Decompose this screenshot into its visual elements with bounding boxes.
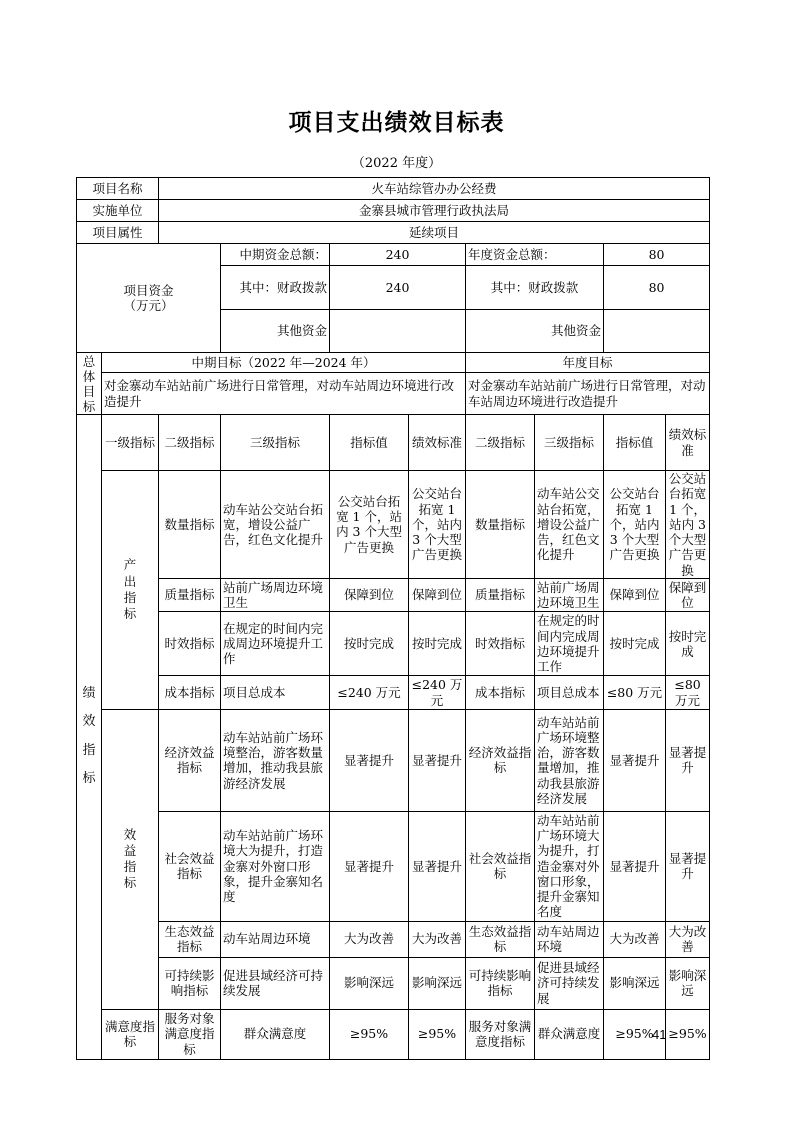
overall-target-label-text: 总体目标: [82, 353, 96, 414]
value-cell: 显著提升: [330, 811, 409, 921]
l2-cell: 经济效益指标: [159, 709, 221, 811]
project-attribute-value: 延续项目: [159, 222, 710, 244]
standard-cell: ≥95%: [409, 1009, 466, 1059]
project-funds-label: [77, 244, 221, 353]
standard-year-cell: 显著提升: [666, 709, 710, 811]
project-attribute-label: 项目属性: [77, 222, 159, 244]
project-funds-label-line1: 项目资金: [123, 282, 174, 298]
page-number: 41: [652, 1027, 667, 1042]
header-value-year: 指标值: [604, 415, 666, 471]
header-level2-year: 二级指标: [466, 415, 535, 471]
overall-target-label: [77, 353, 102, 415]
standard-cell: 保障到位: [409, 578, 466, 612]
value-cell: 公交站台拓宽 1 个，站内 3 个大型广告更换: [330, 471, 409, 579]
table-row: [77, 811, 710, 921]
l2-year-cell: 服务对象满意度指标: [466, 1009, 535, 1059]
l2-cell: 时效指标: [159, 612, 221, 676]
value-year-cell: ≤80 万元: [604, 676, 666, 710]
l3-year-cell: 项目总成本: [535, 676, 604, 710]
standard-cell: 影响深远: [409, 957, 466, 1009]
header-value: 指标值: [330, 415, 409, 471]
l2-year-cell: 成本指标: [466, 676, 535, 710]
value-year-cell: 影响深远: [604, 957, 666, 1009]
l2-cell: 生态效益指标: [159, 921, 221, 957]
l2-cell: 可持续影响指标: [159, 957, 221, 1009]
table-row: [77, 676, 710, 710]
year-other-value: [604, 310, 710, 353]
mid-other-value: [330, 310, 466, 353]
value-cell: 显著提升: [330, 709, 409, 811]
performance-table: [76, 177, 710, 1060]
value-year-cell: 大为改善: [604, 921, 666, 957]
year-target-text: 对金寨动车站站前广场进行日常管理，对动车站周边环境进行改造提升: [466, 373, 710, 415]
l3-cell: 在规定的时间内完成周边环境提升工作: [221, 612, 330, 676]
l2-year-cell: 质量指标: [466, 578, 535, 612]
standard-year-cell: 按时完成: [666, 612, 710, 676]
standard-year-cell: 公交站台拓宽 1 个，站内 3 个大型广告更换: [666, 471, 710, 579]
satisfaction-indicator-label: 满意度指标: [102, 1009, 159, 1059]
year-other-label: 其他资金: [466, 310, 604, 353]
mid-financial-label: 其中：财政拨款: [221, 266, 330, 310]
l3-year-cell: 动车站公交站台拓宽，增设公益广告，红色文化提升: [535, 471, 604, 579]
value-cell: ≤240 万元: [330, 676, 409, 710]
value-cell: 保障到位: [330, 578, 409, 612]
project-name-value: 火车站综管办办公经费: [159, 178, 710, 200]
l2-year-cell: 可持续影响指标: [466, 957, 535, 1009]
project-name-label: 项目名称: [77, 178, 159, 200]
row-overall-headers: [77, 353, 710, 373]
l2-year-cell: 经济效益指标: [466, 709, 535, 811]
standard-cell: 按时完成: [409, 612, 466, 676]
mid-other-label: 其他资金: [221, 310, 330, 353]
l2-cell: 成本指标: [159, 676, 221, 710]
value-year-cell: 公交站台拓宽 1 个，站内 3 个大型广告更换: [604, 471, 666, 579]
output-indicator-label-text: 产出指标: [123, 557, 137, 622]
header-standard-year: 绩效标准: [666, 415, 710, 471]
mid-total-value: 240: [330, 244, 466, 266]
row-overall-text: [77, 373, 710, 415]
l3-year-cell: 动车站站前广场环境整治，游客数量增加，推动我县旅游经济发展: [535, 709, 604, 811]
standard-year-cell: 显著提升: [666, 811, 710, 921]
benefit-indicator-label-text: 效益指标: [123, 826, 137, 891]
mid-target-text: 对金寨动车站站前广场进行日常管理，对动车站周边环境进行改造提升: [102, 373, 466, 415]
l2-cell: 服务对象满意度指标: [159, 1009, 221, 1059]
l2-year-cell: 时效指标: [466, 612, 535, 676]
value-cell: 大为改善: [330, 921, 409, 957]
value-year-cell: 保障到位: [604, 578, 666, 612]
header-level1: 一级指标: [102, 415, 159, 471]
l3-year-cell: 站前广场周边环境卫生: [535, 578, 604, 612]
row-project-attribute: [77, 222, 710, 244]
l2-cell: 质量指标: [159, 578, 221, 612]
table-row: [77, 709, 710, 811]
year-total-label: 年度资金总额：: [466, 244, 604, 266]
value-cell: 影响深远: [330, 957, 409, 1009]
l2-year-cell: 生态效益指标: [466, 921, 535, 957]
year-financial-label: 其中：财政拨款: [466, 266, 604, 310]
standard-cell: ≤240 万元: [409, 676, 466, 710]
standard-cell: 大为改善: [409, 921, 466, 957]
year-target-header: 年度目标: [466, 353, 710, 373]
standard-cell: 公交站台拓宽 1 个，站内 3 个大型广告更换: [409, 471, 466, 579]
l2-year-cell: 社会效益指标: [466, 811, 535, 921]
standard-year-cell: 保障到位: [666, 578, 710, 612]
l3-year-cell: 群众满意度: [535, 1009, 604, 1059]
performance-indicator-label: [77, 415, 102, 1060]
project-funds-label-line2: （万元）: [123, 298, 174, 313]
l2-year-cell: 数量指标: [466, 471, 535, 579]
l3-cell: 动车站公交站台拓宽，增设公益广告，红色文化提升: [221, 471, 330, 579]
standard-cell: 显著提升: [409, 811, 466, 921]
l3-cell: 促进县域经济可持续发展: [221, 957, 330, 1009]
table-row: [77, 471, 710, 579]
table-row: [77, 957, 710, 1009]
value-year-cell: 按时完成: [604, 612, 666, 676]
output-indicator-label: [102, 471, 159, 710]
l3-cell: 站前广场周边环境卫生: [221, 578, 330, 612]
table-row: [77, 612, 710, 676]
table-row: [77, 1009, 710, 1059]
row-implementing-unit: [77, 200, 710, 222]
value-cell: ≥95%: [330, 1009, 409, 1059]
l3-cell: 群众满意度: [221, 1009, 330, 1059]
l3-cell: 动车站周边环境: [221, 921, 330, 957]
l3-year-cell: 动车站站前广场环境大为提升，打造金寨对外窗口形象，提升金寨知名度: [535, 811, 604, 921]
standard-year-cell: ≥95%: [666, 1009, 710, 1059]
mid-financial-value: 240: [330, 266, 466, 310]
standard-cell: 显著提升: [409, 709, 466, 811]
row-funds-total: [77, 244, 710, 266]
l2-cell: 社会效益指标: [159, 811, 221, 921]
value-year-cell: 显著提升: [604, 811, 666, 921]
table-row: [77, 921, 710, 957]
row-perf-headers: [77, 415, 710, 471]
header-standard: 绩效标准: [409, 415, 466, 471]
l3-cell: 动车站站前广场环境整治，游客数量增加，推动我县旅游经济发展: [221, 709, 330, 811]
mid-target-header: 中期目标（2022 年—2024 年）: [102, 353, 466, 373]
year-total-value: 80: [604, 244, 710, 266]
benefit-indicator-label: [102, 709, 159, 1009]
l2-cell: 数量指标: [159, 471, 221, 579]
value-year-cell: 显著提升: [604, 709, 666, 811]
table-row: [77, 578, 710, 612]
implementing-unit-label: 实施单位: [77, 200, 159, 222]
implementing-unit-value: 金寨县城市管理行政执法局: [159, 200, 710, 222]
row-project-name: [77, 178, 710, 200]
header-level3-year: 三级指标: [535, 415, 604, 471]
l3-year-cell: 动车站周边环境: [535, 921, 604, 957]
l3-cell: 项目总成本: [221, 676, 330, 710]
page-title: 项目支出绩效目标表: [288, 110, 505, 136]
l3-year-cell: 在规定的时间内完成周边环境提升工作: [535, 612, 604, 676]
value-cell: 按时完成: [330, 612, 409, 676]
header-level3: 三级指标: [221, 415, 330, 471]
l3-year-cell: 促进县域经济可持续发展: [535, 957, 604, 1009]
l3-cell: 动车站站前广场环境大为提升，打造金寨对外窗口形象，提升金寨知名度: [221, 811, 330, 921]
header-level2: 二级指标: [159, 415, 221, 471]
performance-indicator-label-text: 绩效指标: [82, 685, 96, 787]
year-label: （2022 年度）: [351, 156, 442, 171]
mid-total-label: 中期资金总额：: [221, 244, 330, 266]
standard-year-cell: ≤80 万元: [666, 676, 710, 710]
standard-year-cell: 影响深远: [666, 957, 710, 1009]
standard-year-cell: 大为改善: [666, 921, 710, 957]
value-year-cell: ≥95%: [604, 1009, 666, 1059]
year-financial-value: 80: [604, 266, 710, 310]
